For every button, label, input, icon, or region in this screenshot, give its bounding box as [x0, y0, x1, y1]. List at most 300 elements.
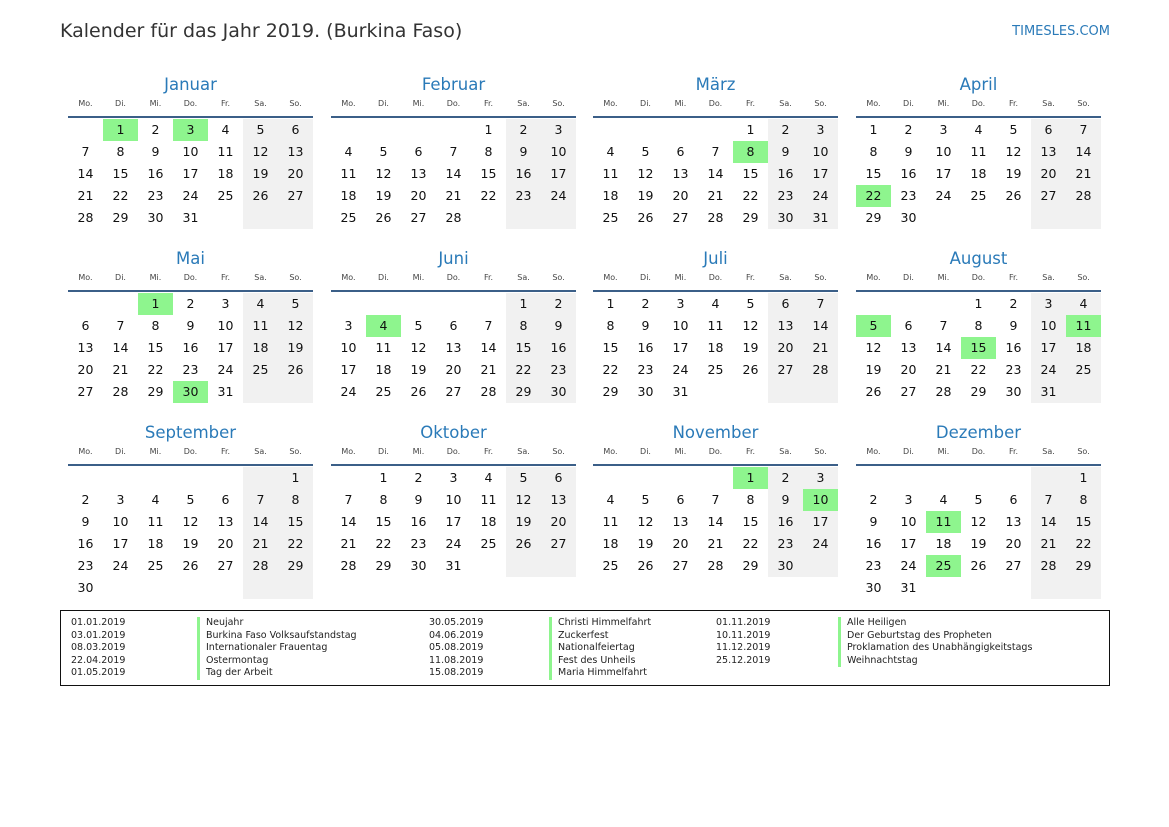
day-cell: 10: [217, 318, 234, 333]
day-cell: 7: [116, 318, 125, 333]
legend-date: 03.01.2019: [71, 629, 126, 641]
day-cell: 2: [768, 119, 803, 141]
weekday-label: Do.: [971, 447, 986, 456]
empty-cell: [68, 293, 103, 315]
empty-cell: [593, 119, 628, 141]
day-cell: 13: [445, 340, 462, 355]
day-cell: 24: [1031, 359, 1066, 381]
weekday-label: Mi.: [937, 273, 950, 282]
day-grid: [856, 466, 1101, 599]
day-cell: 28: [707, 558, 724, 573]
day-cell: 22: [112, 188, 129, 203]
day-cell: 27: [672, 210, 689, 225]
empty-cell: [278, 207, 313, 229]
empty-cell: [436, 119, 471, 141]
day-cell: 12: [742, 318, 759, 333]
month-name: Februar: [421, 75, 486, 94]
day-cell: 10: [340, 340, 357, 355]
weekday-label: Di.: [640, 99, 651, 108]
weekday-label: Do.: [971, 99, 986, 108]
empty-cell: [803, 381, 838, 403]
month-name: April: [959, 75, 998, 94]
weekday-label: Di.: [115, 447, 126, 456]
day-cell: 21: [340, 536, 357, 551]
day-cell: 16: [77, 536, 94, 551]
empty-cell: [208, 467, 243, 489]
day-grid: [593, 292, 838, 403]
day-cell: 2: [186, 296, 195, 311]
day-cell: 22: [1066, 533, 1101, 555]
day-cell: 28: [935, 384, 952, 399]
day-cell: 14: [935, 340, 952, 355]
day-cell: 5: [506, 467, 541, 489]
day-cell: 27: [217, 558, 234, 573]
empty-cell: [436, 293, 471, 315]
day-cell: 12: [278, 315, 313, 337]
day-cell: 14: [112, 340, 129, 355]
day-cell: 24: [217, 362, 234, 377]
holiday-day-cell: 1: [733, 467, 768, 489]
day-cell: 9: [506, 141, 541, 163]
day-grid: [593, 118, 838, 229]
day-cell: 30: [410, 558, 427, 573]
day-cell: 1: [506, 293, 541, 315]
weekday-label: So.: [552, 273, 565, 282]
day-cell: 28: [1066, 185, 1101, 207]
day-cell: 23: [865, 558, 882, 573]
day-cell: 20: [217, 536, 234, 551]
legend-name-column: [838, 617, 1032, 667]
day-cell: 3: [904, 492, 913, 507]
day-cell: 4: [606, 144, 615, 159]
day-cell: 19: [278, 337, 313, 359]
day-cell: 31: [1031, 381, 1066, 403]
day-cell: 4: [484, 470, 493, 485]
legend-date-column: [429, 617, 483, 680]
day-cell: 14: [707, 514, 724, 529]
empty-cell: [541, 555, 576, 577]
day-cell: 9: [541, 315, 576, 337]
day-cell: 30: [865, 580, 882, 595]
day-cell: 2: [641, 296, 650, 311]
weekday-label: Mo.: [78, 99, 93, 108]
month-name: Januar: [164, 75, 217, 94]
day-cell: 11: [602, 514, 619, 529]
weekday-label: Do.: [446, 99, 461, 108]
day-cell: 29: [1066, 555, 1101, 577]
day-cell: 27: [1005, 558, 1022, 573]
day-cell: 27: [278, 185, 313, 207]
weekday-label: Sa.: [779, 447, 792, 456]
day-cell: 8: [278, 489, 313, 511]
day-cell: 5: [746, 296, 755, 311]
empty-cell: [926, 293, 961, 315]
day-cell: 15: [480, 166, 497, 181]
day-grid: [331, 118, 576, 229]
site-link[interactable]: TIMESLES.COM: [1012, 24, 1110, 39]
legend-holiday-name: Burkina Faso Volksaufstandstag: [197, 630, 357, 643]
weekday-label: Sa.: [517, 273, 530, 282]
empty-cell: [138, 467, 173, 489]
day-cell: 9: [1009, 318, 1018, 333]
day-cell: 25: [147, 558, 164, 573]
legend-date: 05.08.2019: [429, 642, 484, 653]
day-cell: 15: [602, 340, 619, 355]
day-cell: 13: [217, 514, 234, 529]
empty-cell: [331, 467, 366, 489]
day-cell: 16: [768, 511, 803, 533]
day-cell: 18: [147, 536, 164, 551]
holiday-day-cell: 15: [961, 337, 996, 359]
day-cell: 10: [803, 141, 838, 163]
holiday-day-cell: 10: [803, 489, 838, 511]
weekday-header: [856, 446, 1101, 464]
weekday-label: So.: [814, 273, 827, 282]
day-cell: 30: [147, 210, 164, 225]
weekday-label: Mo.: [341, 99, 356, 108]
month-6: [331, 246, 576, 403]
day-cell: 17: [182, 166, 199, 181]
empty-cell: [103, 467, 138, 489]
day-cell: 20: [410, 188, 427, 203]
weekday-label: So.: [289, 273, 302, 282]
empty-cell: [926, 577, 961, 599]
weekday-label: Mi.: [412, 447, 425, 456]
day-cell: 15: [278, 511, 313, 533]
day-cell: 30: [541, 381, 576, 403]
holiday-day-cell: 1: [103, 119, 138, 141]
day-cell: 6: [904, 318, 913, 333]
holiday-day-cell: 11: [1066, 315, 1101, 337]
day-cell: 24: [182, 188, 199, 203]
day-cell: 16: [410, 514, 427, 529]
empty-cell: [243, 381, 278, 403]
weekday-label: Mo.: [78, 273, 93, 282]
empty-cell: [1066, 577, 1101, 599]
day-cell: 7: [939, 318, 948, 333]
day-cell: 21: [1066, 163, 1101, 185]
holiday-day-cell: 1: [138, 293, 173, 315]
day-cell: 3: [344, 318, 353, 333]
weekday-header: [331, 98, 576, 116]
day-cell: 25: [243, 359, 278, 381]
month-4: [856, 72, 1101, 229]
day-cell: 9: [151, 144, 160, 159]
weekday-label: So.: [289, 447, 302, 456]
empty-cell: [173, 467, 208, 489]
empty-cell: [891, 293, 926, 315]
day-cell: 25: [340, 210, 357, 225]
weekday-header: [593, 446, 838, 464]
day-cell: 14: [340, 514, 357, 529]
weekday-label: Do.: [183, 447, 198, 456]
weekday-label: Mo.: [341, 273, 356, 282]
month-name: September: [144, 423, 237, 442]
weekday-label: Di.: [903, 99, 914, 108]
day-cell: 6: [414, 144, 423, 159]
day-cell: 26: [182, 558, 199, 573]
day-cell: 19: [742, 340, 759, 355]
day-cell: 9: [869, 514, 878, 529]
empty-cell: [506, 555, 541, 577]
weekday-label: Sa.: [254, 99, 267, 108]
day-cell: 22: [278, 533, 313, 555]
day-cell: 29: [742, 558, 759, 573]
day-cell: 26: [637, 210, 654, 225]
day-cell: 12: [506, 489, 541, 511]
weekday-label: Mo.: [603, 273, 618, 282]
weekday-label: Di.: [115, 99, 126, 108]
day-cell: 9: [186, 318, 195, 333]
empty-cell: [1031, 577, 1066, 599]
day-cell: 7: [81, 144, 90, 159]
day-cell: 8: [746, 492, 755, 507]
weekday-label: Fr.: [483, 447, 494, 456]
weekday-header: [68, 98, 313, 116]
empty-cell: [243, 207, 278, 229]
day-cell: 21: [1031, 533, 1066, 555]
day-cell: 5: [974, 492, 983, 507]
empty-cell: [698, 467, 733, 489]
weekday-label: Mi.: [937, 447, 950, 456]
empty-cell: [996, 577, 1031, 599]
day-grid: [593, 466, 838, 577]
month-name: Oktober: [420, 423, 487, 442]
day-cell: 22: [970, 362, 987, 377]
day-cell: 6: [1009, 492, 1018, 507]
day-cell: 2: [904, 122, 913, 137]
day-cell: 6: [768, 293, 803, 315]
day-cell: 25: [480, 536, 497, 551]
day-cell: 15: [742, 514, 759, 529]
month-name: August: [949, 249, 1008, 268]
day-cell: 28: [340, 558, 357, 573]
month-2: [331, 72, 576, 229]
day-cell: 2: [414, 470, 423, 485]
weekday-header: [593, 272, 838, 290]
legend-name-column: [197, 617, 357, 680]
day-cell: 14: [803, 315, 838, 337]
day-cell: 5: [186, 492, 195, 507]
day-cell: 6: [449, 318, 458, 333]
day-cell: 24: [803, 185, 838, 207]
day-cell: 18: [243, 337, 278, 359]
empty-cell: [541, 207, 576, 229]
weekday-label: Fr.: [1008, 273, 1019, 282]
month-name: Juni: [438, 249, 469, 268]
day-cell: 4: [1066, 293, 1101, 315]
legend-date: 15.08.2019: [429, 667, 484, 678]
day-cell: 27: [1031, 185, 1066, 207]
weekday-label: Mo.: [603, 447, 618, 456]
empty-cell: [278, 577, 313, 599]
weekday-label: Di.: [378, 273, 389, 282]
legend-date: 10.11.2019: [716, 629, 771, 641]
weekday-label: Sa.: [1042, 447, 1055, 456]
day-grid: [68, 292, 313, 403]
month-9: [68, 420, 313, 599]
day-cell: 17: [340, 362, 357, 377]
day-cell: 31: [217, 384, 234, 399]
weekday-label: Di.: [115, 273, 126, 282]
day-cell: 22: [375, 536, 392, 551]
day-cell: 3: [939, 122, 948, 137]
day-cell: 20: [278, 163, 313, 185]
day-cell: 11: [970, 144, 987, 159]
day-cell: 7: [344, 492, 353, 507]
day-cell: 19: [637, 536, 654, 551]
empty-cell: [768, 381, 803, 403]
day-cell: 2: [1009, 296, 1018, 311]
weekday-label: Mi.: [937, 99, 950, 108]
weekday-label: Mi.: [674, 447, 687, 456]
weekday-label: Do.: [446, 447, 461, 456]
day-cell: 18: [375, 362, 392, 377]
day-cell: 25: [602, 558, 619, 573]
day-cell: 18: [1066, 337, 1101, 359]
weekday-label: Do.: [183, 99, 198, 108]
day-cell: 19: [243, 163, 278, 185]
weekday-label: Fr.: [220, 447, 231, 456]
day-cell: 3: [803, 467, 838, 489]
day-cell: 22: [742, 188, 759, 203]
month-name: März: [695, 75, 736, 94]
day-cell: 21: [707, 188, 724, 203]
day-cell: 7: [484, 318, 493, 333]
day-cell: 25: [375, 384, 392, 399]
day-cell: 28: [803, 359, 838, 381]
day-cell: 4: [221, 122, 230, 137]
weekday-label: Mi.: [412, 273, 425, 282]
day-cell: 8: [379, 492, 388, 507]
day-cell: 2: [81, 492, 90, 507]
day-cell: 17: [803, 511, 838, 533]
empty-cell: [628, 119, 663, 141]
empty-cell: [961, 577, 996, 599]
weekday-label: Sa.: [779, 99, 792, 108]
legend-holiday-name: Nationalfeiertag: [549, 642, 651, 655]
page-title: Kalender für das Jahr 2019. (Burkina Faso): [60, 20, 463, 42]
day-cell: 20: [900, 362, 917, 377]
day-cell: 29: [147, 384, 164, 399]
day-cell: 9: [768, 141, 803, 163]
weekday-label: Mi.: [674, 99, 687, 108]
day-cell: 29: [602, 384, 619, 399]
day-cell: 17: [445, 514, 462, 529]
day-cell: 16: [1005, 340, 1022, 355]
holiday-legend: [60, 610, 1110, 686]
day-cell: 1: [974, 296, 983, 311]
day-cell: 12: [1005, 144, 1022, 159]
empty-cell: [1031, 467, 1066, 489]
day-cell: 16: [541, 337, 576, 359]
legend-holiday-name: Zuckerfest: [549, 630, 651, 643]
holiday-day-cell: 22: [856, 185, 891, 207]
weekday-label: Mo.: [866, 99, 881, 108]
day-cell: 15: [506, 337, 541, 359]
day-cell: 24: [445, 536, 462, 551]
month-12: [856, 420, 1101, 599]
weekday-label: Fr.: [220, 99, 231, 108]
day-cell: 3: [541, 119, 576, 141]
day-cell: 27: [768, 359, 803, 381]
day-cell: 10: [900, 514, 917, 529]
day-cell: 22: [602, 362, 619, 377]
day-cell: 9: [768, 489, 803, 511]
day-cell: 30: [900, 210, 917, 225]
day-cell: 27: [77, 384, 94, 399]
empty-cell: [366, 119, 401, 141]
day-cell: 26: [506, 533, 541, 555]
weekday-label: Mo.: [341, 447, 356, 456]
holiday-day-cell: 3: [173, 119, 208, 141]
weekday-label: Di.: [378, 447, 389, 456]
day-cell: 9: [414, 492, 423, 507]
empty-cell: [331, 119, 366, 141]
day-cell: 23: [410, 536, 427, 551]
day-cell: 24: [541, 185, 576, 207]
day-cell: 18: [970, 166, 987, 181]
day-cell: 5: [414, 318, 423, 333]
day-cell: 20: [445, 362, 462, 377]
day-cell: 24: [803, 533, 838, 555]
day-cell: 8: [974, 318, 983, 333]
day-cell: 27: [541, 533, 576, 555]
weekday-header: [68, 446, 313, 464]
day-cell: 14: [243, 511, 278, 533]
day-cell: 26: [865, 384, 882, 399]
day-cell: 10: [445, 492, 462, 507]
day-cell: 29: [970, 384, 987, 399]
day-cell: 20: [1005, 536, 1022, 551]
weekday-header: [856, 98, 1101, 116]
month-1: [68, 72, 313, 229]
holiday-day-cell: 30: [173, 381, 208, 403]
weekday-label: So.: [1077, 447, 1090, 456]
empty-cell: [1031, 207, 1066, 229]
day-cell: 16: [182, 340, 199, 355]
weekday-label: Di.: [640, 447, 651, 456]
day-cell: 5: [641, 492, 650, 507]
day-cell: 6: [676, 144, 685, 159]
day-cell: 31: [672, 384, 689, 399]
day-grid: [856, 118, 1101, 229]
weekday-label: Di.: [640, 273, 651, 282]
day-cell: 10: [112, 514, 129, 529]
day-cell: 13: [77, 340, 94, 355]
day-cell: 23: [768, 533, 803, 555]
day-cell: 11: [707, 318, 724, 333]
day-cell: 25: [707, 362, 724, 377]
day-cell: 15: [742, 166, 759, 181]
day-grid: [856, 292, 1101, 403]
day-cell: 2: [768, 467, 803, 489]
day-cell: 1: [606, 296, 615, 311]
day-cell: 26: [375, 210, 392, 225]
weekday-label: Fr.: [745, 99, 756, 108]
legend-holiday-name: Tag der Arbeit: [197, 667, 357, 680]
legend-holiday-name: Internationaler Frauentag: [197, 642, 357, 655]
day-cell: 4: [606, 492, 615, 507]
weekday-label: So.: [814, 447, 827, 456]
day-cell: 4: [243, 293, 278, 315]
day-cell: 18: [707, 340, 724, 355]
empty-cell: [243, 467, 278, 489]
day-cell: 1: [746, 122, 755, 137]
month-8: [856, 246, 1101, 403]
day-cell: 8: [484, 144, 493, 159]
day-cell: 12: [375, 166, 392, 181]
